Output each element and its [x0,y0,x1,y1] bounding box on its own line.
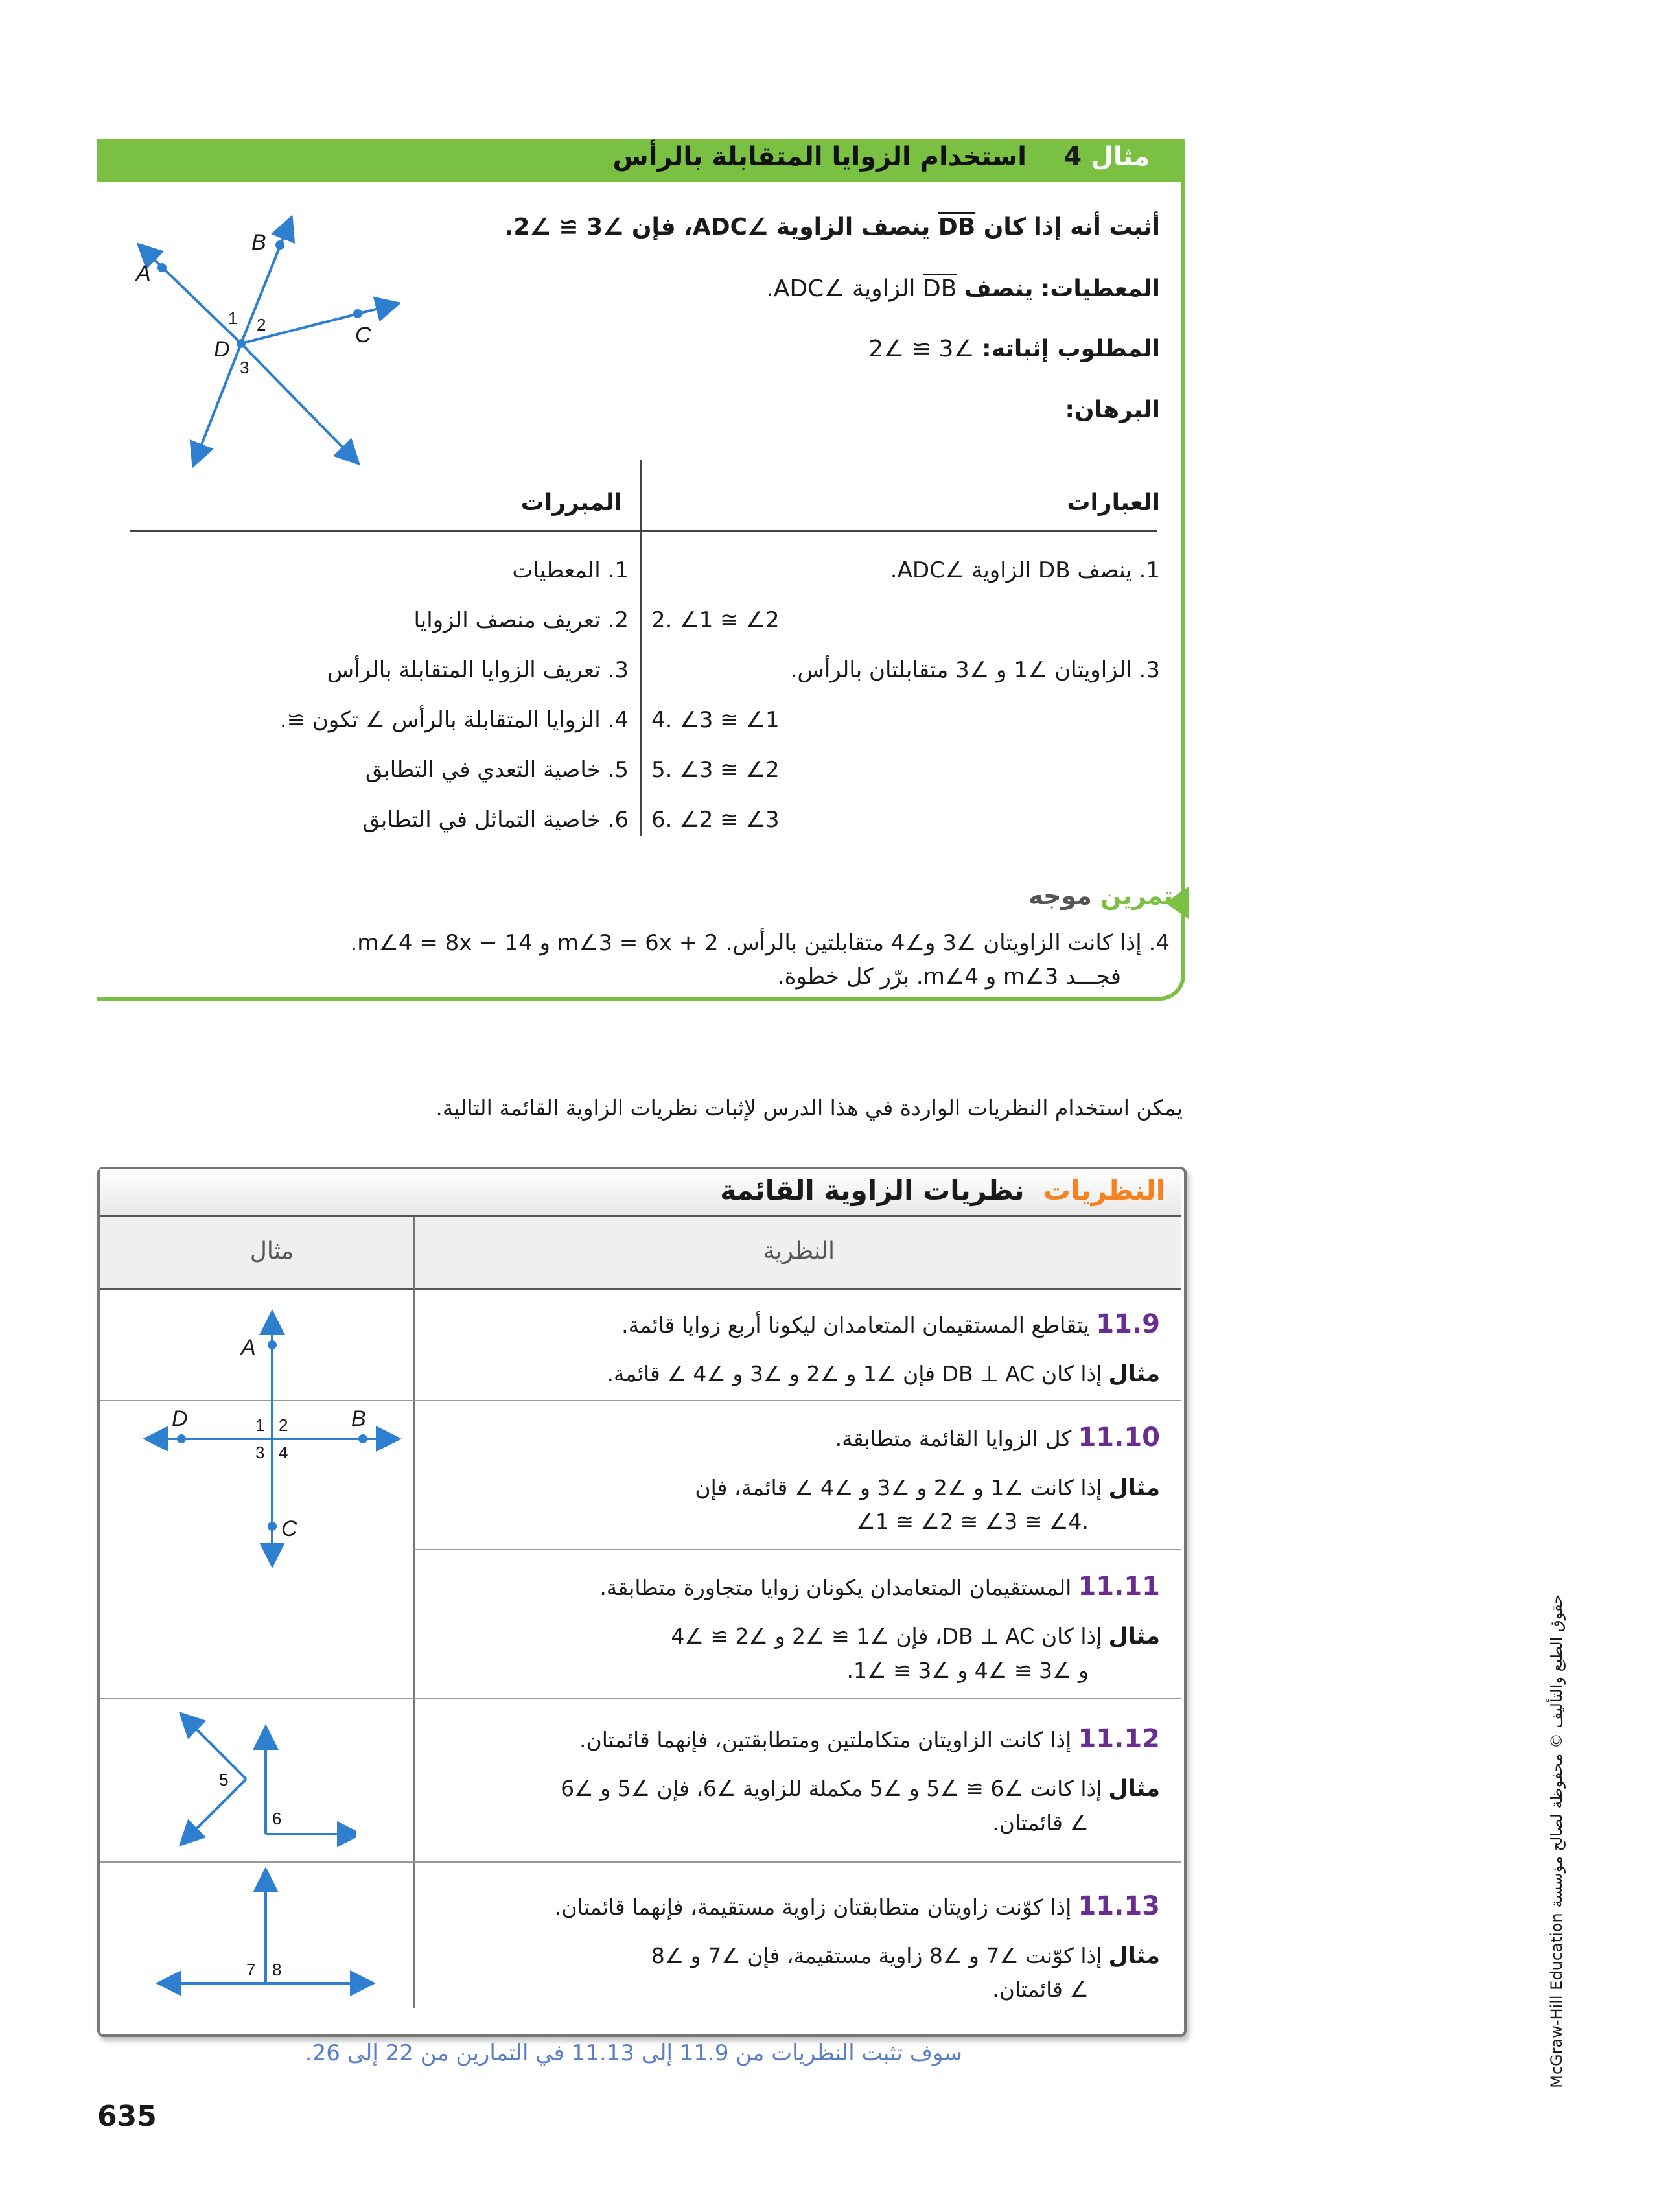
theorem-11-13-example: مثال إذا كوّنت ∠7 و ∠8 زاوية مستقيمة، فإن ∠7 و ∠8 [651,1943,1160,1969]
label-3: 3 [240,358,249,377]
angles-5-6-figure [175,1711,356,1854]
reason-2: 2. تعريف منصف الزوايا [413,607,629,633]
copyright-text: حقوق الطبع والتأليف © محفوظة لصالح مؤسسة McGraw-Hill Education [1548,1594,1566,2088]
cross-label-d: D [172,1406,188,1431]
guided-line-1: 4. إذا كانت الزاويتان ∠3 و∠4 متقابلتين بالرأس. m∠3 = 6x + 2 و m∠4 = 8x − 14. [350,930,1170,956]
prove-line: المطلوب إثباته: ∠3 ≅ ∠2 [868,336,1160,362]
theorem-11-10: 11.10 كل الزوايا القائمة متطابقة. [835,1423,1160,1452]
theorem-11-11-example: مثال إذا كان DB ⊥ AC، فإن ∠1 ≅ ∠2 و ∠2 ≅ ∠4 [671,1624,1160,1649]
row-sep-4 [100,1861,1181,1863]
reason-4: 4. الزوايا المتقابلة بالرأس ⦣ تكون ≅. [279,707,629,733]
label-a: A [136,261,151,286]
theorem-11-10-example-2: ∠1 ≅ ∠2 ≅ ∠3 ≅ ∠4. [856,1509,1089,1534]
example-header [97,139,1185,182]
example-label: مثال 4 [1063,142,1150,172]
cross-label-1: 1 [255,1415,265,1435]
row-sep-2 [413,1549,1181,1550]
cross-label-c: C [281,1517,297,1541]
page-number: 635 [97,2100,157,2133]
statement-6: 6. ∠2 ≅ ∠3 [651,807,780,833]
cross-label-a: A [241,1335,256,1360]
statement-1: 1. ينصف DB الزاوية ∠ADC. [890,557,1160,583]
label-c: C [355,323,371,347]
statements-header: العبارات [1067,489,1160,516]
theorems-column-header [100,1217,1181,1290]
theorems-header [100,1169,1181,1217]
col-theorem: النظرية [763,1238,835,1264]
perpendicular-figure [143,1309,402,1568]
reason-1: 1. المعطيات [512,557,629,583]
angles-7-8-figure [156,1867,376,1996]
cross-label-3: 3 [255,1443,265,1462]
theorem-11-9: 11.9 يتقاطع المستقيمان المتعامدان ليكونا أربع زوايا قائمة. [621,1309,1160,1339]
theorem-11-12-example-2: ⦣ قائمتان. [992,1810,1089,1835]
row-sep-3 [100,1698,1181,1699]
statement-5: 5. ∠3 ≅ ∠2 [651,757,780,783]
intro-text: يمكن استخدام النظريات الواردة في هذا الدرس لإثبات نظريات الزاوية القائمة التالية. [435,1095,1183,1121]
theorem-11-11: 11.11 المستقيمان المتعامدان يكونان زوايا متجاورة متطابقة. [599,1572,1160,1601]
label-7: 7 [246,1960,256,1979]
col-example: مثال [249,1238,294,1264]
footer-note: سوف تثبت النظريات من 11.9 إلى 11.13 في التمارين من 22 إلى 26. [305,2040,962,2066]
cross-label-4: 4 [279,1443,288,1462]
proof-divider-horizontal [130,530,1157,532]
theorems-heading: النظريات نظريات الزاوية القائمة [720,1174,1165,1206]
reason-5: 5. خاصية التعدي في التطابق [365,757,629,783]
proof-label: البرهان: [1065,397,1160,423]
proof-divider-vertical [640,460,642,836]
label-5: 5 [219,1770,229,1789]
example-title: استخدام الزوايا المتقابلة بالرأس [612,142,1027,172]
theorem-11-12: 11.12 إذا كانت الزاويتان متكاملتين ومتطابقتين، فإنهما قائمتان. [579,1724,1160,1754]
reason-6: 6. خاصية التماثل في التطابق [362,807,629,833]
label-2: 2 [257,315,266,334]
cross-label-b: B [351,1406,366,1431]
line-ad-ext [241,343,351,456]
example-prompt: أثبت أنه إذا كان DB ينصف الزاوية ∠ADC، فإن ∠3 ≅ ∠2. [504,214,1160,240]
theorem-11-10-example: مثال إذا كانت ∠1 و ∠2 و ∠3 و ∠4 ⦣ قائمة، فإن [695,1475,1160,1501]
copyright-vertical [1548,1594,1586,2088]
theorem-11-9-example: مثال إذا كان DB ⊥ AC فإن ∠1 و ∠2 و ∠3 و ∠4 ⦣ قائمة. [607,1361,1160,1387]
guided-practice-label: تمرين موجه [1028,881,1173,910]
theorem-11-12-example: مثال إذا كانت ∠6 ≅ ∠5 و ∠5 مكملة للزاوية ∠6، فإن ∠5 و ∠6 [561,1776,1160,1802]
theorem-11-11-example-2: و ∠3 ≅ ∠4 و ∠3 ≅ ∠1. [846,1658,1089,1683]
statement-3: 3. الزاويتان ∠1 و ∠3 متقابلتان بالرأس. [790,657,1160,683]
reason-3: 3. تعريف الزوايا المتقابلة بالرأس [327,657,629,683]
label-6: 6 [272,1809,282,1828]
angle-figure [130,214,415,473]
theorems-col-divider [413,1217,415,2008]
given-line: المعطيات: ينصف DB الزاوية ∠ADC. [766,275,1160,302]
statement-4: 4. ∠3 ≅ ∠1 [651,707,780,733]
label-1: 1 [228,309,238,328]
guided-line-2: فجـــد m∠3 و m∠4. برّر كل خطوة. [777,964,1121,990]
statement-2: 2. ∠1 ≅ ∠2 [651,607,780,633]
theorem-11-13-example-2: ⦣ قائمتان. [992,1977,1089,2002]
label-8: 8 [272,1960,282,1979]
label-d: D [214,337,230,362]
theorem-11-13: 11.13 إذا كوّنت زاويتان متطابقتان زاوية مستقيمة، فإنهما قائمتان. [554,1891,1160,1921]
reasons-header: المبررات [520,489,622,516]
label-b: B [251,230,266,255]
cross-label-2: 2 [279,1415,288,1435]
